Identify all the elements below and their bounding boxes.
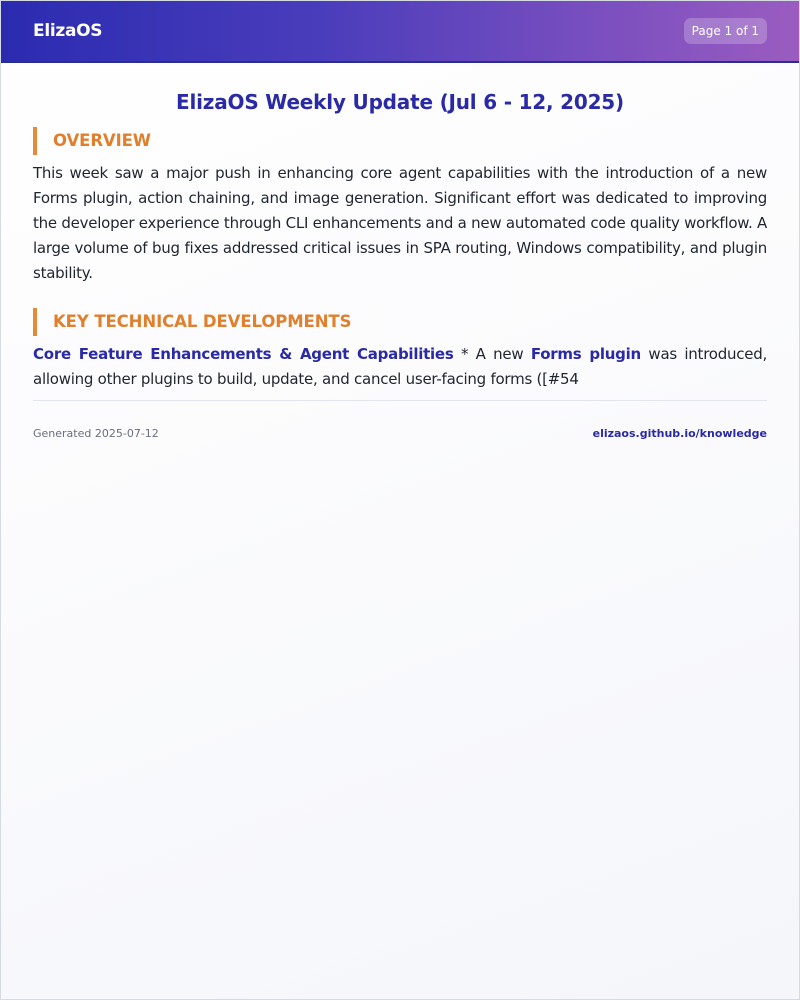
section-heading-overview: OVERVIEW — [33, 127, 767, 155]
generated-date: Generated 2025-07-12 — [33, 426, 159, 440]
subsection-title: Core Feature Enhancements & Agent Capabilities — [33, 345, 454, 363]
page-indicator-badge: Page 1 of 1 — [684, 18, 767, 44]
page-content — [1, 89, 799, 447]
page-footer — [33, 419, 767, 447]
footer-divider — [33, 400, 767, 401]
brand-logo: ElizaOS — [33, 21, 103, 41]
page-title: ElizaOS Weekly Update (Jul 6 - 12, 2025) — [176, 90, 624, 114]
overview-paragraph: This week saw a major push in enhancing core agent capabilities with the introduction of a new Forms plugin, action chaining, and image generation. Significant effort was dedicated to improving the developer experience through CLI enhancements and a new automated code quality workflow. A large volume of bug fixes addressed critical issues in SPA routing, Windows compatibility, and plugin stability. — [33, 164, 767, 282]
site-link[interactable]: elizaos.github.io/knowledge — [592, 426, 767, 440]
developments-text-before: * A new — [453, 345, 531, 363]
developments-text-after: was introduced, allowing other plugins to build, update, and cancel user-facing forms ([#54 — [33, 345, 768, 388]
forms-plugin-link[interactable]: Forms plugin — [530, 345, 641, 363]
page-header — [1, 1, 799, 63]
section-heading-developments: KEY TECHNICAL DEVELOPMENTS — [33, 308, 767, 336]
developments-paragraph — [33, 342, 767, 392]
